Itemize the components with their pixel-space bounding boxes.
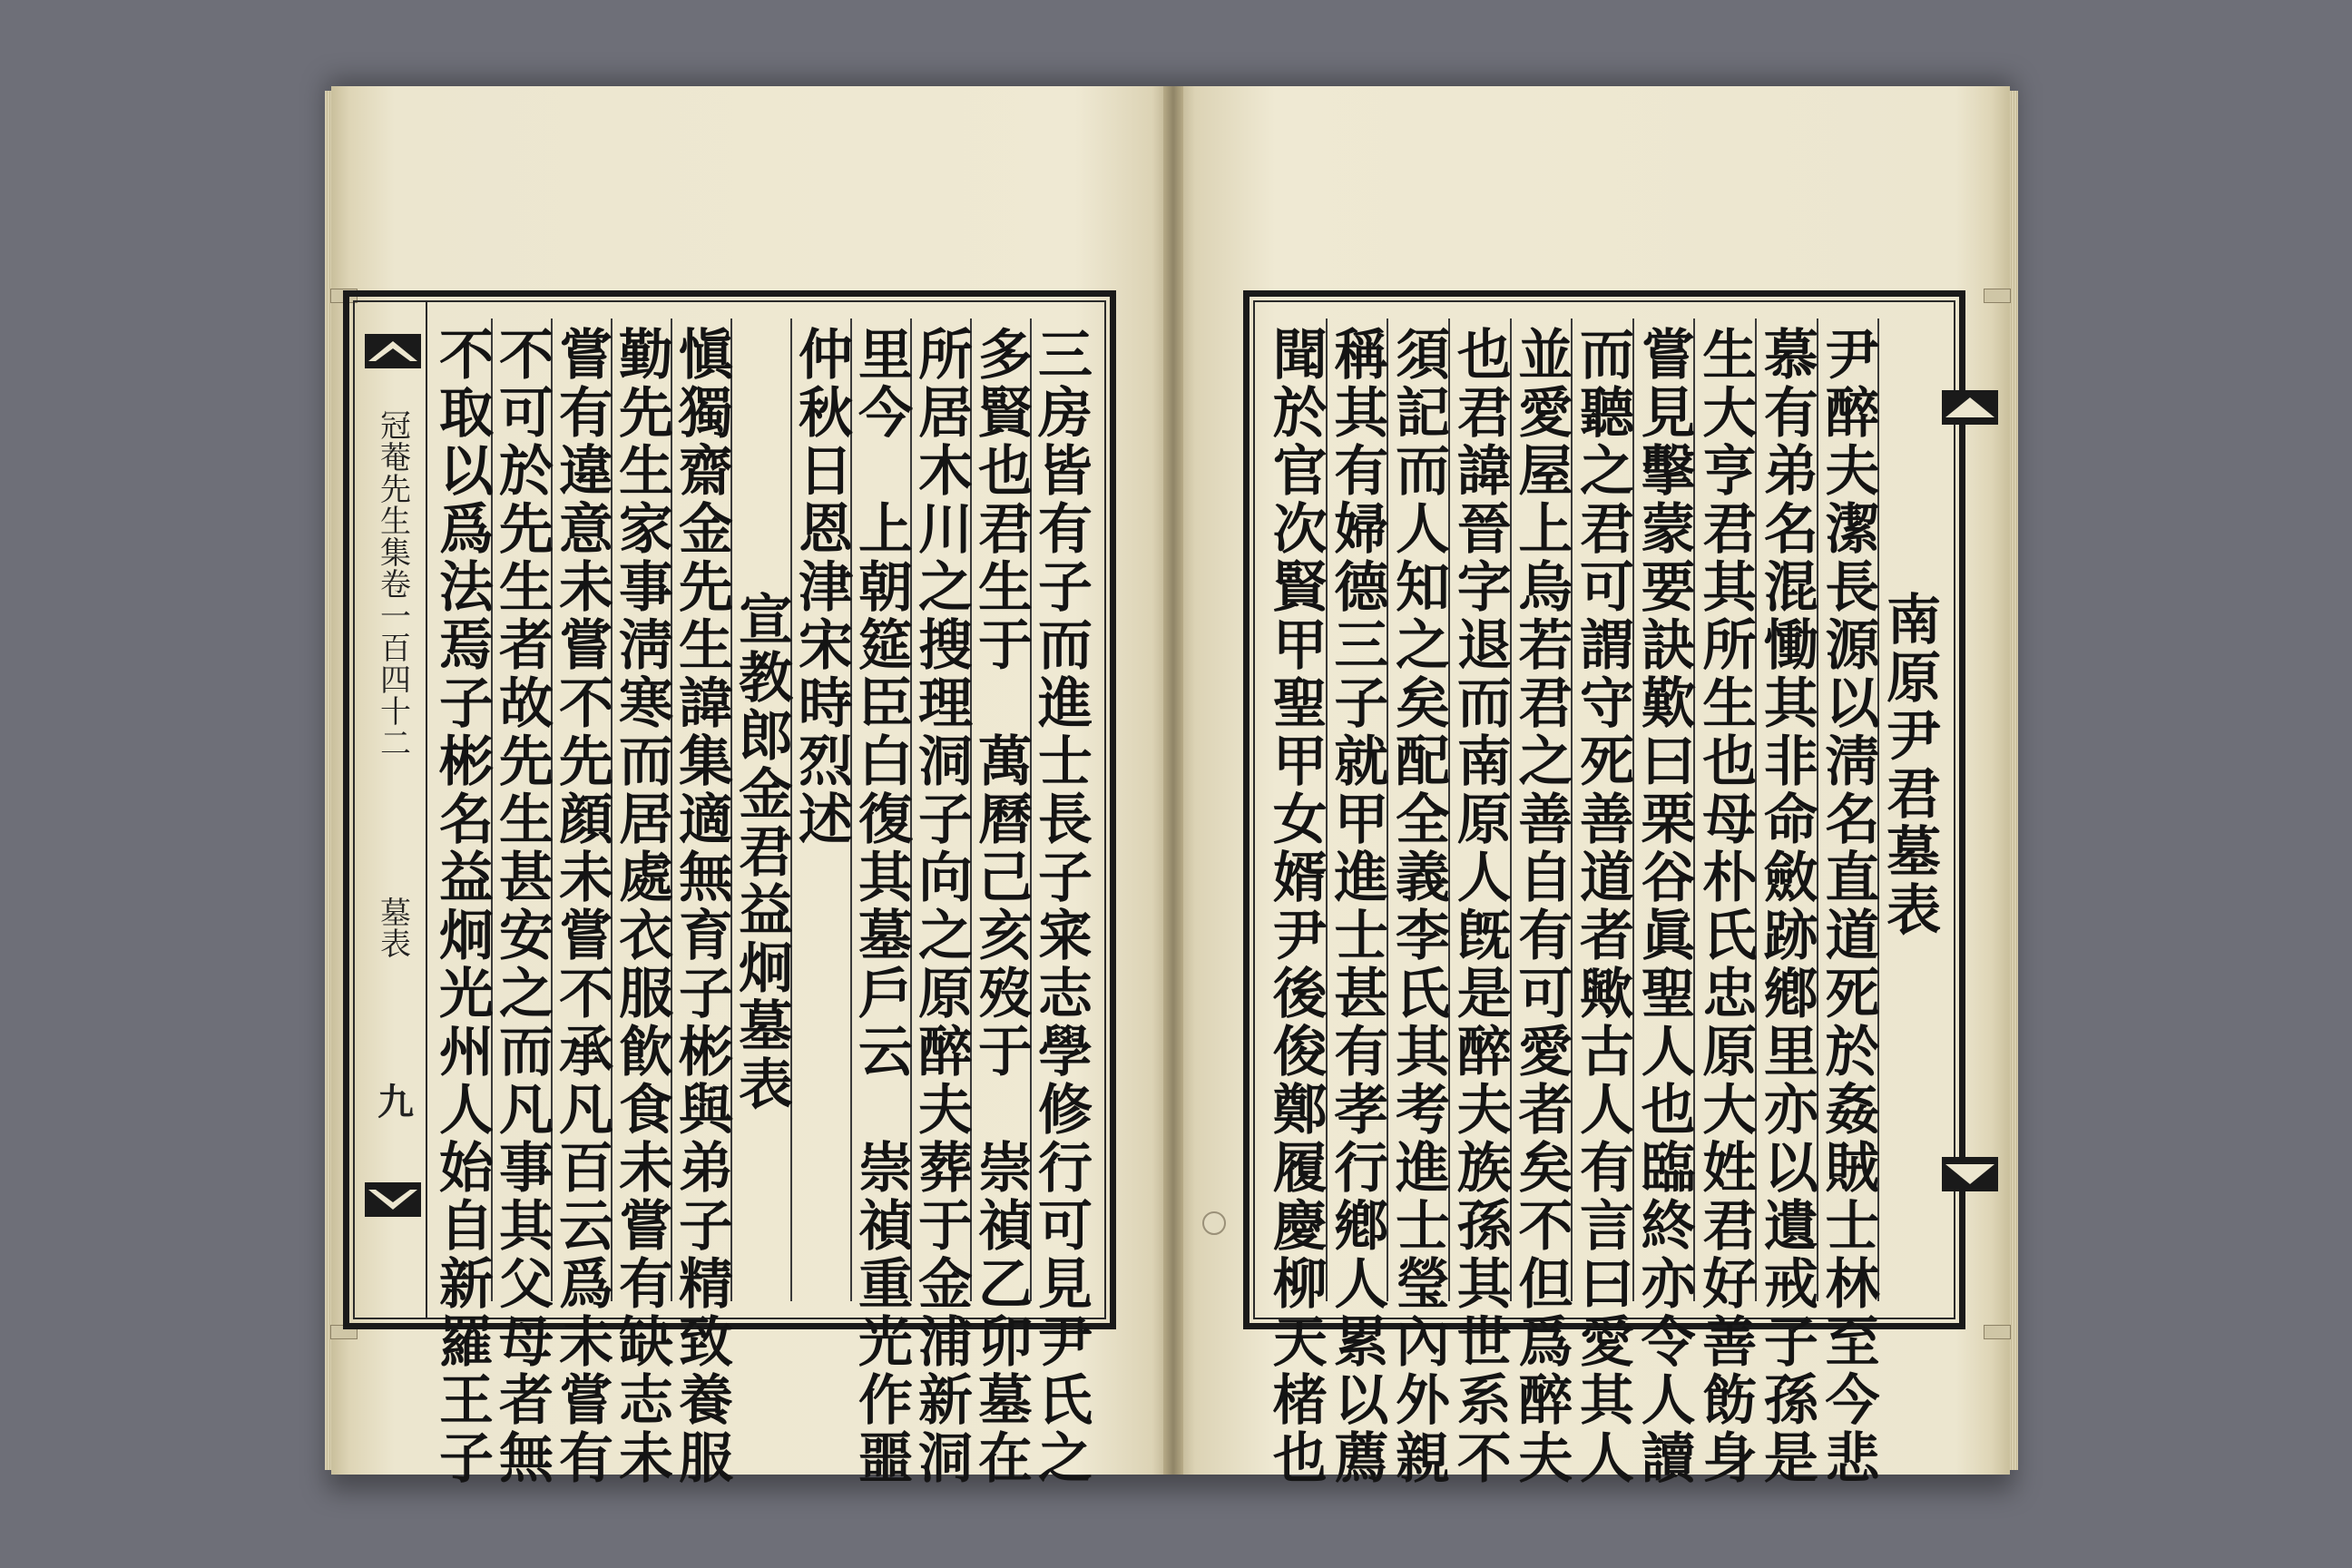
text-column [1877, 318, 1942, 1301]
column-text: 也君諱晉字退而南原人旣是醉夫族孫其世系不 [1447, 326, 1512, 1487]
left-inner-border [353, 300, 1106, 1487]
column-text: 須記而人知之矣配全義李氏其考進士瑩內外親 [1387, 326, 1451, 1487]
right-text-columns [1263, 318, 1942, 1487]
left-printed-frame [343, 290, 1116, 1487]
text-column [1816, 318, 1880, 1487]
text-column [1570, 318, 1634, 1487]
text-column [1632, 318, 1696, 1487]
column-text: 聞於官次賢甲聖甲女婿尹後俊鄭履慶柳天楮也 [1263, 326, 1328, 1487]
fish-tail-ornament-icon [1942, 390, 1998, 425]
library-seal-icon [1202, 1211, 1226, 1235]
text-column [490, 318, 554, 1487]
column-text: 而聽之君可謂守死善道者歟古人有言曰愛其人 [1570, 326, 1634, 1487]
fish-tail-ornament-icon [365, 334, 421, 368]
text-column [550, 318, 613, 1487]
column-text: 宣教郎金君益炯墓表 [730, 591, 793, 1113]
column-text: 愼獨齋金先生諱集適無育子彬與弟子精致養服 [670, 326, 733, 1487]
column-text: 嘗有違意未嘗不先顔未嘗不承凡百云爲未嘗有 [550, 326, 613, 1487]
text-column [430, 318, 494, 1487]
fish-tail-ornament-icon [365, 1182, 421, 1217]
column-text: 所居木川之搜理洞子向之原醉夫葬于金浦新洞 [909, 326, 973, 1487]
text-column [789, 318, 853, 1301]
column-text: 稱其有婦德三子就甲進士甚有孝行鄕人累以薦 [1325, 326, 1389, 1487]
binding-tie [1984, 289, 2011, 303]
text-column [969, 318, 1033, 1487]
text-column [1325, 318, 1389, 1487]
column-text: 南原尹君墓表 [1877, 591, 1942, 939]
column-text: 仲秋日恩津宋時烈述 [789, 326, 853, 848]
column-text: 不取以爲法焉子彬名益炯光州人始自新羅王子 [430, 326, 494, 1487]
column-text: 里今 上朝筵臣白復其墓戶云 崇禎重光作噩 [849, 326, 913, 1487]
text-column [610, 318, 673, 1487]
column-text: 三房皆有子而進士長子宷志學修行可見尹氏之 [1029, 326, 1093, 1487]
column-text: 不可於先生者故先生甚安之而凡事其父母者無 [490, 326, 554, 1487]
column-text: 嘗見擊蒙要訣歎曰栗谷眞聖人也臨終亦令人讀 [1632, 326, 1696, 1487]
left-text-columns [430, 318, 1093, 1487]
collection-title: 冠菴先生集卷一百四十二 [374, 409, 411, 759]
text-column [1693, 318, 1758, 1487]
right-inner-border [1253, 300, 1955, 1487]
column-text: 尹醉夫潔長源以淸名直道死於姦賊士林至今悲 [1816, 326, 1880, 1487]
text-column [730, 318, 793, 1301]
column-text: 多賢也君生于 萬曆己亥歿于 崇禎乙卯墓在 [969, 326, 1033, 1487]
text-column [1029, 318, 1093, 1487]
column-text: 慕有弟名混慟其非命斂跡鄕里亦以遺戒子孫是 [1754, 326, 1818, 1487]
binding-tie [1984, 1325, 2011, 1339]
text-column [1387, 318, 1451, 1487]
folio-number: 九 [371, 1083, 415, 1119]
text-column [909, 318, 973, 1487]
book-gutter [1163, 86, 1183, 1475]
text-column [1754, 318, 1818, 1487]
column-text: 勤先生家事淸寒而居處衣服飮食未嘗有缺志未 [610, 326, 673, 1487]
text-column [670, 318, 733, 1487]
section-label: 墓表 [374, 897, 411, 958]
text-column [1509, 318, 1573, 1487]
text-column [1263, 318, 1328, 1487]
column-text: 生大亨君其所生也母朴氏忠原大姓君好善飭身 [1693, 326, 1758, 1487]
fish-tail-ornament-icon [1942, 1157, 1998, 1191]
right-printed-frame [1243, 290, 1965, 1487]
column-text: 並愛屋上烏若君之善自有可愛者矣不但爲醉夫 [1509, 326, 1573, 1487]
text-column [1447, 318, 1512, 1487]
text-column [849, 318, 913, 1487]
center-fold-strip [360, 302, 427, 1318]
